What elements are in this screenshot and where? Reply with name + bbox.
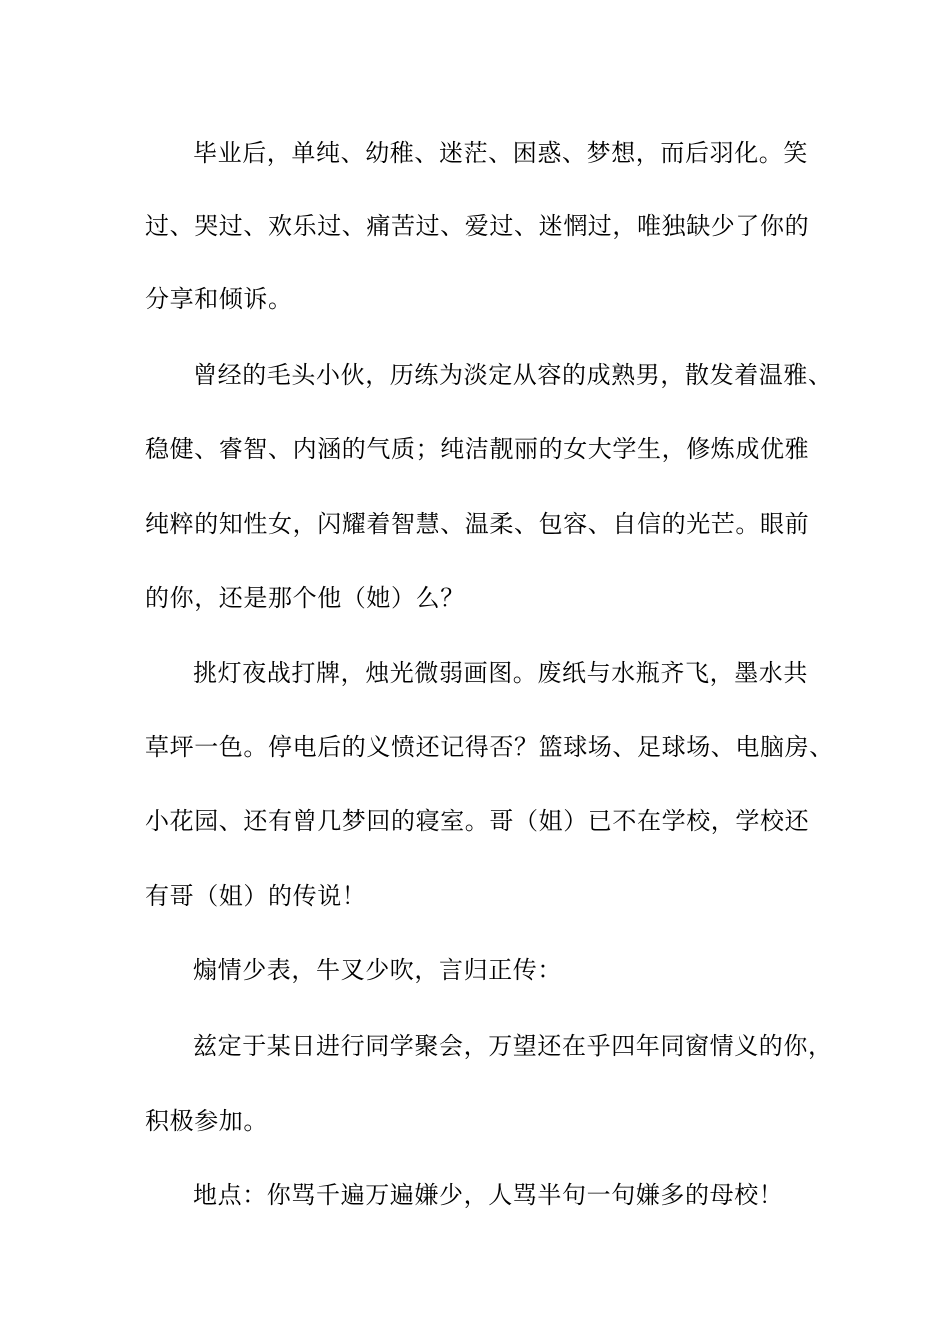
text-line: 分享和倾诉。 [145, 285, 293, 313]
text-line: 毕业后，单纯、幼稚、迷茫、困惑、梦想，而后羽化。笑 [193, 139, 808, 167]
text-line: 曾经的毛头小伙，历练为淡定从容的成熟男，散发着温雅、 [193, 361, 833, 389]
text-line: 的你，还是那个他（她）么？ [145, 584, 465, 612]
text-line: 纯粹的知性女，闪耀着智慧、温柔、包容、自信的光芒。眼前 [145, 510, 810, 538]
text-line: 煽情少表，牛叉少吹，言归正传： [193, 956, 562, 984]
text-line: 兹定于某日进行同学聚会，万望还在乎四年同窗情义的你， [193, 1032, 833, 1060]
text-line: 小花园、还有曾几梦回的寝室。哥（姐）已不在学校，学校还 [145, 807, 810, 835]
text-line: 挑灯夜战打牌，烛光微弱画图。废纸与水瓶齐飞，墨水共 [193, 659, 808, 687]
text-line: 稳健、睿智、内涵的气质；纯洁靓丽的女大学生，修炼成优雅 [145, 435, 810, 463]
text-line: 草坪一色。停电后的义愤还记得否？篮球场、足球场、电脑房、 [145, 733, 834, 761]
text-line: 地点：你骂千遍万遍嫌少，人骂半句一句嫌多的母校！ [193, 1181, 784, 1209]
text-line: 有哥（姐）的传说！ [145, 882, 367, 910]
text-line: 积极参加。 [145, 1107, 268, 1135]
text-line: 过、哭过、欢乐过、痛苦过、爱过、迷惘过，唯独缺少了你的 [145, 212, 810, 240]
